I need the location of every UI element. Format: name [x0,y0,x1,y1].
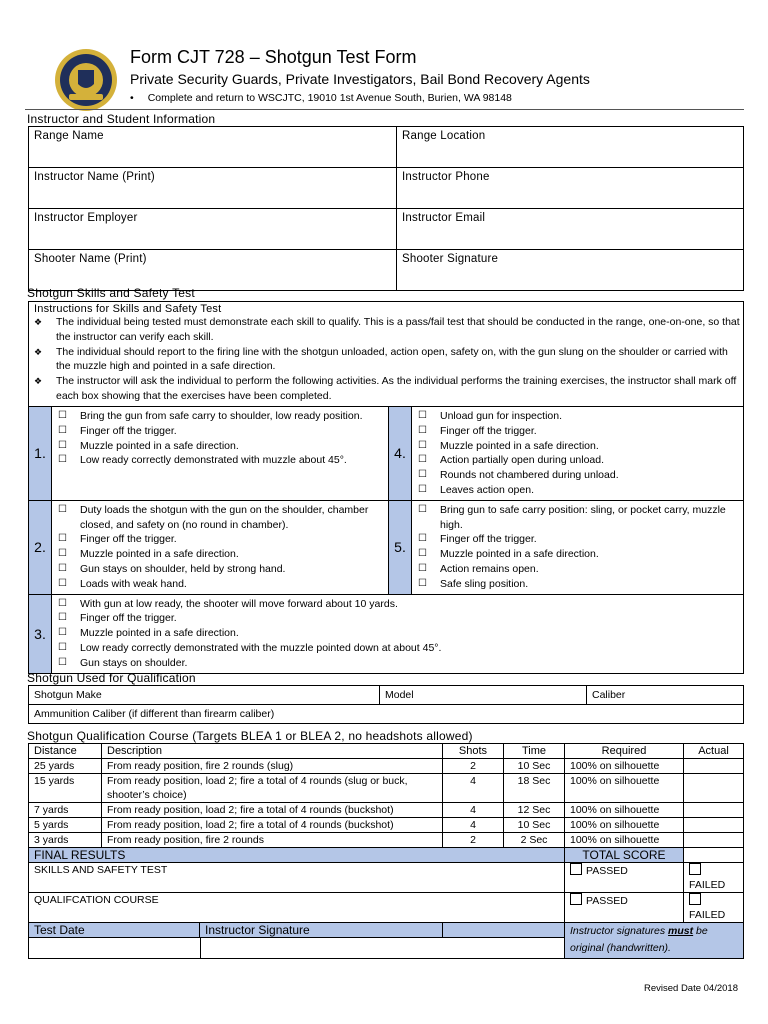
checkbox-icon[interactable]: ☐ [58,627,67,639]
skill-text: Leaves action open. [440,483,534,496]
column-header: Shots [443,744,504,759]
checkbox-icon[interactable]: ☐ [58,562,67,574]
note-emphasis: must [668,925,694,937]
column-header: Required [565,744,684,759]
skill-text: Finger off the trigger. [440,424,537,437]
table-row [29,759,744,774]
checkbox-icon[interactable] [689,893,701,905]
skill-item[interactable] [56,453,384,468]
required-cell: 100% on silhouette [565,818,684,833]
test-date-label: Test Date [29,923,200,937]
instructor-email-field[interactable]: Instructor Email [397,209,744,250]
checkbox-icon[interactable]: ☐ [418,439,427,451]
exercise-2-items [52,500,389,594]
shooter-name-field[interactable]: Shooter Name (Print) [29,250,397,291]
skills-passed-option[interactable] [565,863,684,893]
checkbox-icon[interactable]: ☐ [418,503,427,515]
skill-text: Rounds not chambered during unload. [440,469,619,482]
shots-cell: 2 [443,833,504,848]
skill-item[interactable] [416,453,739,468]
checkbox-icon[interactable]: ☐ [58,548,67,560]
required-cell: 100% on silhouette [565,774,684,803]
skill-item[interactable] [416,532,739,547]
skill-text: Loads with weak hand. [80,577,187,590]
shotgun-make-field[interactable]: Shotgun Make [29,686,380,705]
skill-text: Muzzle pointed in a safe direction. [440,439,599,452]
checkbox-icon[interactable]: ☐ [58,656,67,668]
exercise-4-items [412,407,744,501]
return-address [130,92,512,104]
distance-cell: 25 yards [29,759,102,774]
skill-text: Bring the gun from safe carry to shoulder, low ready position. [80,410,363,422]
checkbox-icon[interactable]: ☐ [58,439,67,451]
distance-cell: 5 yards [29,818,102,833]
time-cell: 2 Sec [504,833,565,848]
checkbox-icon[interactable]: ☐ [418,548,427,560]
distance-cell: 15 yards [29,774,102,803]
skill-item[interactable] [56,656,739,671]
skill-item[interactable] [56,597,739,612]
column-header: Time [504,744,565,759]
table-header-row [29,744,744,759]
shooter-signature-field[interactable]: Shooter Signature [397,250,744,291]
skill-item[interactable] [416,562,739,577]
failed-label: FAILED [689,909,726,921]
instructions-heading: Instructions for Skills and Safety Test [34,303,222,315]
skill-text: Muzzle pointed in a safe direction. [80,627,239,640]
skill-item[interactable] [56,503,384,533]
skill-item[interactable] [416,577,739,592]
failed-label: FAILED [689,879,726,891]
checkbox-icon[interactable]: ☐ [58,641,67,653]
skill-item[interactable] [56,626,739,641]
return-address-text: Complete and return to WSCJTC, 19010 1st Avenue South, Burien, WA 98148 [147,92,512,104]
info-table [28,126,744,291]
skill-text: Bring gun to safe carry position: sling, or pocket carry, muzzle high. [440,503,726,531]
course-failed-option[interactable] [684,893,744,923]
shotgun-model-field[interactable]: Model [380,686,587,705]
checkbox-icon[interactable]: ☐ [58,577,67,589]
skills-failed-option[interactable] [684,863,744,893]
bullet-dot: • [130,92,134,104]
skill-item[interactable] [416,468,739,483]
header-divider [25,109,744,110]
shots-cell: 2 [443,759,504,774]
checkbox-icon[interactable]: ☐ [418,533,427,545]
total-score-label: TOTAL SCORE [565,848,684,863]
description-cell: From ready position, fire 2 rounds [102,833,443,848]
shots-cell: 4 [443,774,504,803]
instruction-text: The instructor will ask the individual to perform the following activities. As the individual performs the training exercises, the instructor shall mark off each box showing that the exercises have been completed. [56,375,737,402]
shots-cell: 4 [443,803,504,818]
section-heading-course: Shotgun Qualification Course (Targets BLEA 1 or BLEA 2, no headshots allowed) [27,729,473,743]
checkbox-icon[interactable] [689,863,701,875]
note-text: be original (handwritten). [570,925,708,954]
signature-fields [29,938,565,959]
checkbox-icon[interactable]: ☐ [58,503,67,515]
skill-item[interactable] [56,577,384,592]
checkbox-icon[interactable] [570,863,582,875]
checkbox-icon[interactable]: ☐ [418,562,427,574]
instruction-text: The individual should report to the firing line with the shotgun unloaded, action open, safety on, with the gun slung on the shoulder or carried with the muzzle high and pointed in a safe direction. [56,345,728,373]
skill-item[interactable] [416,409,739,424]
skill-text: Unload gun for inspection. [440,410,562,422]
time-cell: 12 Sec [504,803,565,818]
skill-item[interactable] [56,611,739,626]
note-text: Instructor signatures [570,925,669,937]
skill-item[interactable] [56,641,739,656]
description-cell: From ready position, load 2; fire a total of 4 rounds (buckshot) [102,818,443,833]
exercise-number: 2. [29,500,52,594]
instruction-item [29,374,743,404]
column-header: Description [102,744,443,759]
ammunition-caliber-field[interactable]: Ammunition Caliber (if different than firearm caliber) [29,705,744,724]
checkbox-icon[interactable]: ☐ [418,577,427,589]
actual-cell[interactable] [684,818,744,833]
skill-item[interactable] [56,439,384,454]
skill-item[interactable] [416,503,739,533]
skill-text: Muzzle pointed in a safe direction. [440,548,599,561]
instruction-text: The individual being tested must demonstrate each skill to qualify. This is a pass/fail test that should be conducted in the range, one-on-one, so that the instructor can verify each skill. [56,316,740,343]
checkbox-icon[interactable]: ☐ [58,410,67,421]
skills-result-row [29,863,744,893]
checkbox-icon[interactable]: ☐ [58,533,67,545]
checkbox-icon[interactable]: ☐ [58,454,67,466]
skill-item[interactable] [56,409,384,424]
skill-text: Low ready correctly demonstrated with the muzzle pointed down at about 45°. [80,641,442,654]
exercise-3-items [52,594,744,673]
checkbox-icon[interactable]: ☐ [418,469,427,481]
signature-header-row [29,923,744,938]
exercise-number: 5. [389,500,412,594]
instruction-item [29,345,743,375]
time-cell: 10 Sec [504,759,565,774]
skill-text: Action partially open during unload. [440,454,605,467]
time-cell: 18 Sec [504,774,565,803]
column-header: Distance [29,744,102,759]
skill-item[interactable] [416,439,739,454]
checkbox-icon[interactable]: ☐ [418,410,427,421]
qualification-course-table [28,743,744,959]
skill-text: Gun stays on shoulder, held by strong hand. [80,562,286,575]
skill-text: Duty loads the shotgun with the gun on the shoulder, chamber closed, and safety on (no round in chamber). [80,503,369,531]
shotgun-caliber-field[interactable]: Caliber [587,686,744,705]
instructor-name-field[interactable]: Instructor Name (Print) [29,168,397,209]
skill-item[interactable] [56,547,384,562]
instructions-box [28,301,744,407]
actual-cell[interactable] [684,803,744,818]
skill-text: Action remains open. [440,562,539,575]
wscjtc-seal-logo [54,48,118,112]
table-row [29,774,744,803]
actual-cell[interactable] [684,774,744,803]
course-result-label: QUALIFCATION COURSE [29,893,565,923]
diamond-bullet-icon: ❖ [34,317,43,327]
course-result-row [29,893,744,923]
skills-table [28,406,744,674]
skill-text: Muzzle pointed in a safe direction. [80,439,239,452]
instruction-item [29,315,743,345]
exercise-number: 3. [29,594,52,673]
skill-text: Finger off the trigger. [80,424,177,437]
checkbox-icon[interactable]: ☐ [418,424,427,436]
table-row [29,818,744,833]
skill-text: With gun at low ready, the shooter will move forward about 10 yards. [80,597,398,610]
checkbox-icon[interactable]: ☐ [58,597,67,609]
skill-text: Safe sling position. [440,577,529,590]
total-score-field[interactable] [684,848,744,863]
actual-cell[interactable] [684,833,744,848]
final-results-row [29,848,744,863]
description-cell: From ready position, load 2; fire a total of 4 rounds (slug or buck, shooter’s choice) [102,774,443,803]
time-cell: 10 Sec [504,818,565,833]
skill-item[interactable] [56,562,384,577]
distance-cell: 3 yards [29,833,102,848]
form-title: Form CJT 728 – Shotgun Test Form [130,47,417,67]
skill-text: Gun stays on shoulder. [80,656,188,669]
signature-header-spacer [443,923,565,938]
skill-text: Muzzle pointed in a safe direction. [80,548,239,561]
signature-note [565,923,744,959]
shotgun-table [28,685,744,724]
description-cell: From ready position, fire 2 rounds (slug) [102,759,443,774]
shots-cell: 4 [443,818,504,833]
exercise-number: 4. [389,407,412,501]
exercise-number: 1. [29,407,52,501]
required-cell: 100% on silhouette [565,833,684,848]
form-subtitle: Private Security Guards, Private Investigators, Bail Bond Recovery Agents [130,71,590,87]
checkbox-icon[interactable]: ☐ [58,612,67,624]
checkbox-icon[interactable]: ☐ [58,424,67,436]
checkbox-icon[interactable]: ☐ [418,454,427,466]
diamond-bullet-icon: ❖ [34,346,43,357]
section-heading-skills: Shotgun Skills and Safety Test [27,286,195,300]
skill-item[interactable] [416,547,739,562]
signature-header [29,923,443,938]
checkbox-icon[interactable] [570,893,582,905]
final-results-label: FINAL RESULTS [29,848,565,863]
required-cell: 100% on silhouette [565,803,684,818]
skill-text: Low ready correctly demonstrated with muzzle about 45°. [80,454,347,467]
skill-text: Finger off the trigger. [80,533,177,546]
passed-label: PASSED [586,865,628,877]
course-passed-option[interactable] [565,893,684,923]
instructor-signature-label: Instructor Signature [205,923,310,937]
revised-date: Revised Date 04/2018 [643,983,738,994]
table-row [29,833,744,848]
skill-text: Finger off the trigger. [80,612,177,625]
skill-item[interactable] [416,424,739,439]
range-location-field[interactable]: Range Location [397,127,744,168]
range-name-field[interactable]: Range Name [29,127,397,168]
description-cell: From ready position, load 2; fire a total of 4 rounds (buckshot) [102,803,443,818]
distance-cell: 7 yards [29,803,102,818]
section-heading-info: Instructor and Student Information [27,112,216,126]
exercise-5-items [412,500,744,594]
skill-text: Finger off the trigger. [440,533,537,546]
required-cell: 100% on silhouette [565,759,684,774]
instructor-employer-field[interactable]: Instructor Employer [29,209,397,250]
actual-cell[interactable] [684,759,744,774]
test-date-field[interactable] [29,938,201,958]
skills-result-label: SKILLS AND SAFETY TEST [29,863,565,893]
diamond-bullet-icon: ❖ [34,376,43,387]
column-header: Actual [684,744,744,759]
checkbox-icon[interactable]: ☐ [418,483,427,495]
skill-item[interactable] [56,532,384,547]
instructor-phone-field[interactable]: Instructor Phone [397,168,744,209]
instructor-signature-field[interactable] [201,938,564,958]
section-heading-gun: Shotgun Used for Qualification [27,671,196,685]
exercise-1-items [52,407,389,501]
skill-item[interactable] [56,424,384,439]
skill-item[interactable] [416,483,739,498]
passed-label: PASSED [586,895,628,907]
table-row [29,803,744,818]
